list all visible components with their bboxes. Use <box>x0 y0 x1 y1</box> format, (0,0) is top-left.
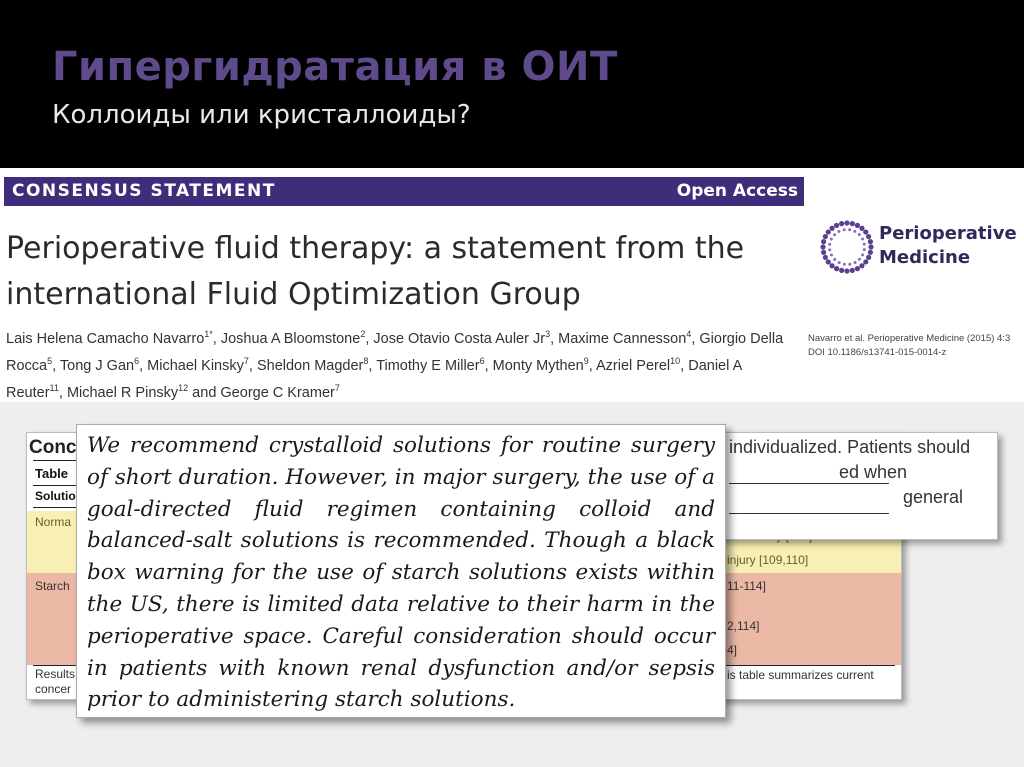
author-separator: , <box>691 330 700 347</box>
author-name: Daniel A Reuter <box>6 357 742 401</box>
excerpt-rule <box>729 513 889 514</box>
author-separator: , <box>139 357 148 374</box>
author-name: Michael Kinsky <box>147 357 244 374</box>
author-affiliation: 10 <box>670 355 681 366</box>
author-affiliation: 8 <box>363 355 369 366</box>
author-name: Tong J Gan <box>59 357 135 374</box>
author-name: Michael R Pinsky <box>66 384 179 401</box>
author-separator: , <box>680 357 689 374</box>
column-header-partial: Solutio <box>35 489 76 503</box>
author-affiliation: 7 <box>334 382 340 393</box>
author-separator: , <box>248 357 257 374</box>
author-list <box>6 323 796 403</box>
author-affiliation: 7 <box>243 355 249 366</box>
recommendation-quote: We recommend crystalloid solutions for routine surgery of short duration. However, in major surgery, the use of a goal-directed fluid regimen containing colloid and balanced-salt solutions is recommended. Though a black box warning for the use of starch solutions exists within the US, there is limited data relative to their harm in the perioperative space. Careful consideration should occur in patients with known renal dysfunction and/or sepsis prior to administering starch solutions. <box>87 433 715 713</box>
author-separator: and <box>188 384 221 401</box>
section-heading-partial: Conc <box>29 437 77 458</box>
excerpt-line: general <box>903 487 964 507</box>
author-name: Lais Helena Camacho Navarro <box>6 330 205 347</box>
paper-title: Perioperative fluid therapy: a statement from the international Fluid Optimization Group <box>6 231 745 312</box>
author-separator: , <box>550 330 559 347</box>
journal-logo-icon <box>818 218 876 276</box>
table-cell: 2,114] <box>727 619 760 633</box>
table-cell: injury [109,110] <box>727 553 809 567</box>
open-access-label: Open Access <box>676 181 798 201</box>
citation-line-2: DOI 10.1186/s13741-015-0014-z <box>808 347 947 358</box>
author-separator: , <box>368 357 377 374</box>
journal-name <box>879 222 1017 270</box>
citation <box>808 332 1010 360</box>
author-affiliation: 3 <box>545 329 551 339</box>
author-affiliation: 5 <box>47 355 53 366</box>
author-name: George C Kramer <box>220 384 335 401</box>
author-name: Joshua A Bloomstone <box>220 330 361 347</box>
article-type-banner <box>4 177 804 206</box>
excerpt-rule <box>729 483 889 484</box>
background-text-excerpt <box>706 432 998 540</box>
author-name: Jose Otavio Costa Auler Jr <box>373 330 546 347</box>
author-separator: , <box>52 357 60 374</box>
table-footer-line-1: Results <box>35 667 76 681</box>
excerpt-line: ed when <box>839 462 908 482</box>
author-separator: , <box>484 357 493 374</box>
table-cell: 11-114] <box>727 579 766 593</box>
journal-name-line-1: Perioperative <box>879 223 1017 244</box>
author-name: Timothy E Miller <box>376 357 480 374</box>
author-affiliation: 2 <box>360 329 366 339</box>
table-cell: is table summarizes current <box>727 668 874 682</box>
author-separator: , <box>588 357 597 374</box>
author-affiliation: 12 <box>178 382 189 393</box>
slide-header <box>0 0 1024 168</box>
table-cell: 4] <box>727 643 738 657</box>
author-name: Azriel Perel <box>596 357 671 374</box>
author-name: Monty Mythen <box>492 357 584 374</box>
author-separator: , <box>212 330 221 347</box>
author-affiliation: 9 <box>583 355 589 366</box>
table-label-partial: Table <box>35 466 68 481</box>
row-normal-label-partial: Norma <box>35 515 72 529</box>
author-affiliation: 6 <box>479 355 485 366</box>
article-type-label: CONSENSUS STATEMENT <box>12 181 276 201</box>
author-affiliation: 6 <box>134 355 140 366</box>
journal-name-line-2: Medicine <box>879 247 971 268</box>
slide-title: Гипергидратация в ОИТ <box>52 44 618 90</box>
author-separator: , <box>58 384 67 401</box>
recommendation-quote-box <box>76 424 726 718</box>
excerpt-line: individualized. Patients should <box>729 437 971 457</box>
author-separator: , <box>365 330 374 347</box>
author-affiliation: 1* <box>204 329 213 339</box>
row-starch-label-partial: Starch <box>35 579 70 593</box>
author-affiliation: 11 <box>49 382 59 393</box>
author-affiliation: 4 <box>686 329 692 339</box>
author-name: Maxime Cannesson <box>558 330 687 347</box>
table-footer-line-2: concer <box>35 682 72 696</box>
author-name: Giorgio Della Rocca <box>6 330 784 374</box>
slide-subtitle: Коллоиды или кристаллоиды? <box>52 100 471 130</box>
author-name: Sheldon Magder <box>256 357 364 374</box>
citation-line-1: Navarro et al. Perioperative Medicine (2015) 4:3 <box>808 333 1011 344</box>
